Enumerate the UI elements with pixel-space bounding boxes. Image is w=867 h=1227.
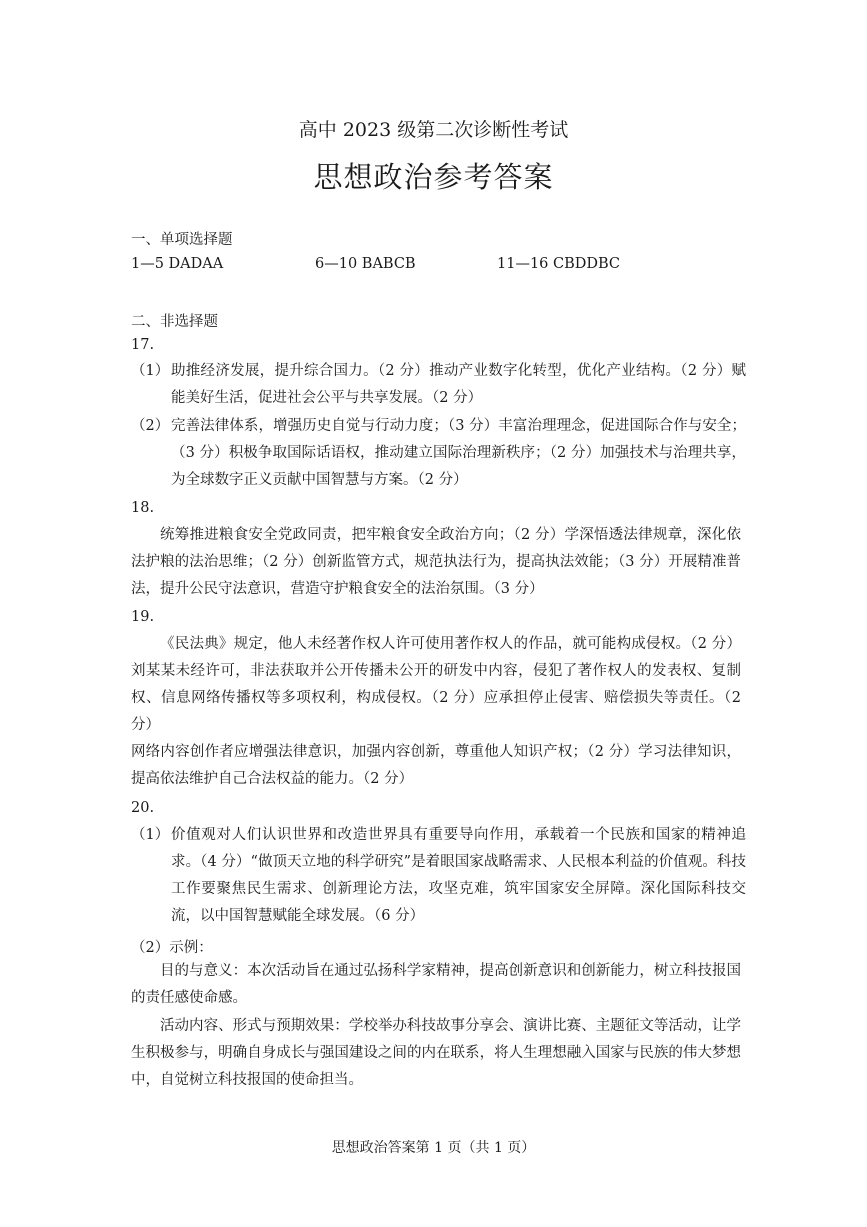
q19-number: 19.: [131, 609, 155, 625]
q17-number: 17.: [131, 337, 155, 353]
q17-part1: [131, 358, 746, 412]
q20-content: 活动内容、形式与预期效果：学校举办科技故事分享会、演讲比赛、主题征文等活动，让学生积极参与，明确自身成长与强国建设之间的内在联系，将人生理想融入国家与民族的伟大梦想中，自觉树立科技报国的使命担当。: [131, 1018, 741, 1088]
page-footer: 思想政治答案第 1 页（共 1 页）: [331, 1140, 536, 1156]
q17-part1-text: 助推经济发展，提升综合国力。（2 分）推动产业数字化转型，优化产业结构。（2 分）赋能美好生活，促进社会公平与共享发展。（2 分）: [171, 363, 746, 406]
answer-group-1: 1—5 DADAA: [131, 256, 224, 272]
q18-text: 统筹推进粮食安全党政同责，把牢粮食安全政治方向；（2 分）学深悟透法律规章，深化依法护粮的法治思维；（2 分）创新监管方式，规范执法行为，提高执法效能；（3 分）开展精准普法，提升公民守法意识，营造守护粮食安全的法治氛围。（3 分）: [131, 527, 741, 597]
answer-group-2: 6—10 BABCB: [315, 256, 416, 272]
q18-number: 18.: [131, 500, 155, 516]
q20-part2: [131, 936, 213, 957]
q17-part2-text: 完善法律体系，增强历史自觉与行动力度；（3 分）丰富治理理念，促进国际合作与安全；（3 分）积极争取国际话语权，推动建立国际治理新秩序；（2 分）加强技术与治理共享，为全球数字正义贡献中国智慧与方案。（2 分）: [171, 418, 746, 488]
q19-text-1: 《民法典》规定，他人未经著作权人许可使用著作权人的作品，就可能构成侵权。（2 分）刘某某未经许可，非法获取并公开传播未公开的研发中内容，侵犯了著作权人的发表权、复制权、信息网络传播权等多项权利，构成侵权。（2 分）应承担停止侵害、赔偿损失等责任。（2 分）: [131, 636, 741, 733]
q17-part2: [131, 413, 746, 494]
q20-purpose: 目的与意义：本次活动旨在通过弘扬科学家精神，提高创新意识和创新能力，树立科技报国的责任感使命感。: [131, 963, 741, 1006]
q19-text-2: 网络内容创作者应增强法律意识，加强内容创新，尊重他人知识产权；（2 分）学习法律知识，提高依法维护自己合法权益的能力。（2 分）: [131, 744, 741, 787]
answer-group-3: 11—16 CBDDBC: [497, 256, 621, 272]
q20-part1-text: 价值观对人们认识世界和改造世界具有重要导向作用，承载着一个民族和国家的精神追求。（4 分）“做顶天立地的科学研究”是着眼国家战略需求、人民根本利益的价值观。科技工作要聚焦民生需求、创新理论方法，攻坚克难，筑牢国家安全屏障。深化国际科技交流，以中国智慧赋能全球发展。（6 分）: [171, 827, 746, 924]
q20-part2-label: 示例：: [169, 940, 213, 956]
section2-heading: 二、非选择题: [131, 314, 218, 330]
q17-part2-number: （2）: [131, 418, 170, 434]
section1-heading: 一、单项选择题: [131, 232, 233, 248]
q20-part1-number: （1）: [131, 827, 170, 843]
exam-title: 高中 2023 级第二次诊断性考试: [298, 119, 569, 141]
q20-number: 20.: [131, 800, 155, 816]
q20-part2-number: （2）: [131, 940, 170, 956]
q20-part1: [131, 822, 746, 930]
q17-part1-number: （1）: [131, 363, 170, 379]
document-title: 思想政治参考答案: [313, 160, 554, 194]
